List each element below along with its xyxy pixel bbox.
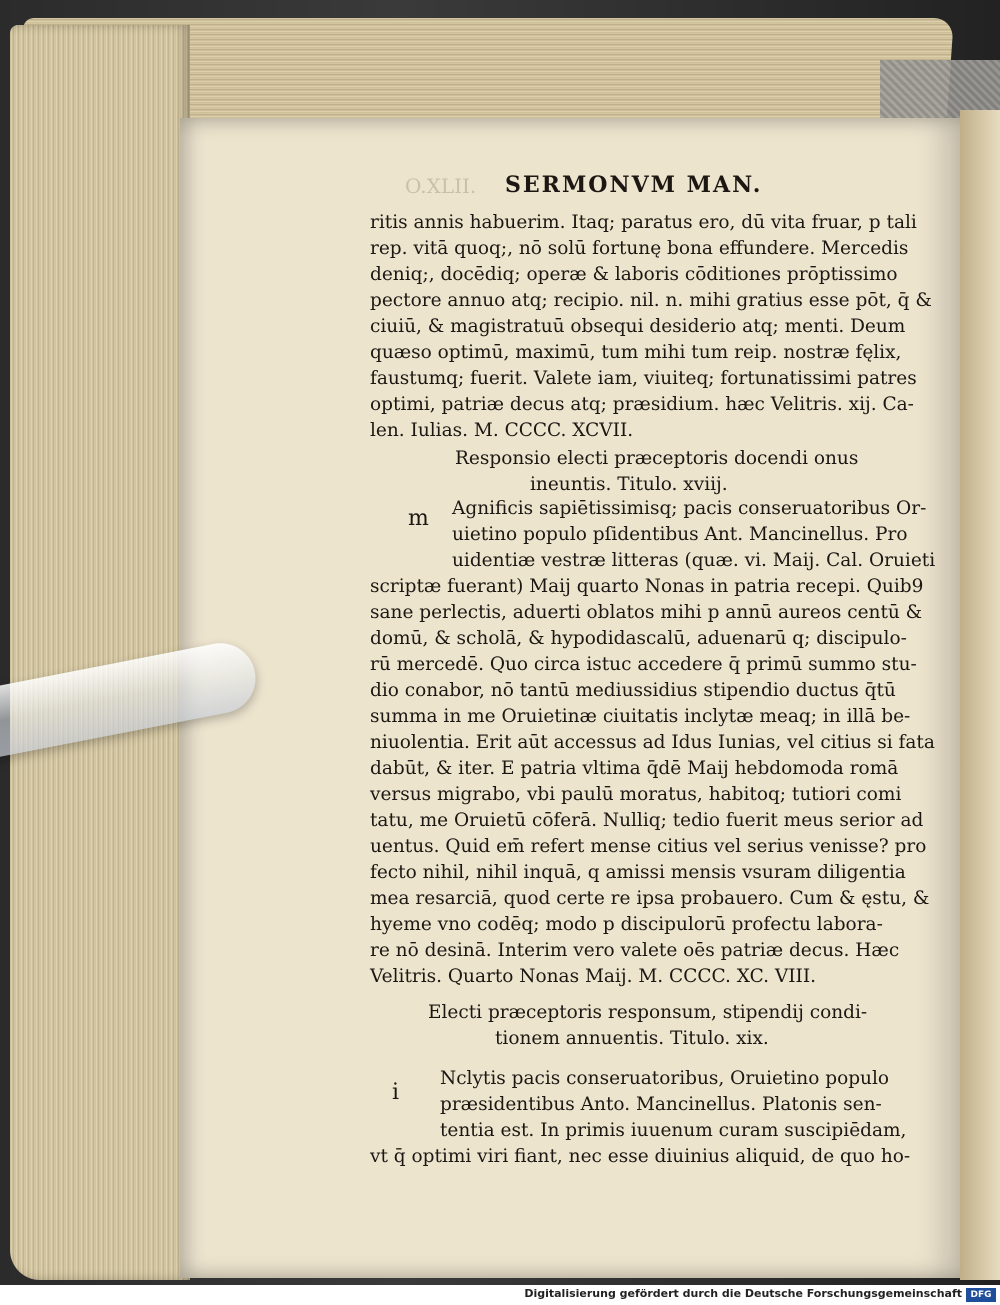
text-line: Agnificis sapiētissimisq; pacis conseruatoribus Or- [452,498,927,519]
text-line: Nclytis pacis conseruatoribus, Oruietino populo [440,1068,890,1089]
text-line: deniq;, docēdiq; operæ & laboris cōditiones prōptissimo [370,264,898,285]
text-line: Velitris. Quarto Nonas Maij. M. CCCC. XC. VIII. [370,966,817,987]
text-line: tentia est. In primis iuuenum curam suscipiēdam, [440,1120,907,1141]
text-line: re nō desinā. Interim vero valete oēs patriæ decus. Hæc [370,940,900,961]
funding-credit: Digitalisierung gefördert durch die Deutsche Forschungsgemeinschaft [524,1287,962,1300]
text-line: dio conabor, nō tantū mediussidius stipendio ductus q̄tū [370,680,896,701]
footer-bar [0,1285,1000,1305]
text-line: uidentiæ vestræ litteras (quæ. vi. Maij. Cal. Oruieti [452,550,936,571]
page-edges [10,25,190,1280]
text-line: sane perlectis, aduerti oblatos mihi p annū aureos centū & [370,602,923,623]
text-line: mea resarciā, quod certe re ipsa probauero. Cum & ęstu, & [370,888,930,909]
text-line: vt q̄ optimi viri fiant, nec esse diuinius aliquid, de quo ho- [370,1146,911,1167]
text-line: ritis annis habuerim. Itaq; paratus ero, dū vita fruar, p tali [370,212,917,233]
running-head-ghost: O.XLII. [405,174,477,198]
facing-page-edge [960,110,1000,1280]
text-line: dabūt, & iter. E patria vltima q̄dē Maij hebdomoda romā [370,758,899,779]
text-line: hyeme vno codēq; modo p discipulorū profectu labora- [370,914,883,935]
dfg-logo: DFG [966,1288,996,1302]
text-line: optimi, patriæ decus atq; præsidium. hæc Velitris. xij. Ca- [370,394,914,415]
text-line: tatu, me Oruietū cōferā. Nulliq; tedio fuerit meus serior ad [370,810,924,831]
text-line: quæso optimū, maximū, tum mihi tum reip. nostræ fęlix, [370,342,902,363]
text-line: niuolentia. Erit aūt accessus ad Idus Iunias, vel citius si fata [370,732,935,753]
text-line: domū, & scholā, & hypodidascalū, aduenarū q; discipulo- [370,628,907,649]
initial-letter: i [392,1080,400,1105]
text-line: len. Iulias. M. CCCC. XCVII. [370,420,634,441]
text-line: uietino populo pſidentibus Ant. Mancinellus. Pro [452,524,908,545]
section-heading: ineuntis. Titulo. xviij. [530,474,728,495]
text-line: versus migrabo, vbi paulū moratus, habitoq; tutiori comi [370,784,902,805]
text-line: præsidentibus Anto. Mancinellus. Platonis sen- [440,1094,882,1115]
text-line: uentus. Quid em̄ refert mense citius vel serius venisse? pro [370,836,927,857]
text-line: faustumq; fuerit. Valete iam, viuiteq; fortunatissimi patres [370,368,917,389]
section-heading: Responsio electi præceptoris docendi onus [455,448,859,469]
text-line: rū mercedē. Quo circa istuc accedere q̄ primū summo stu- [370,654,917,675]
text-line: pectore annuo atq; recipio. nil. n. mihi gratius esse pōt, q̄ & [370,290,932,311]
text-line: ciuiū, & magistratuū obsequi desiderio atq; menti. Deum [370,316,906,337]
section-heading: tionem annuentis. Titulo. xix. [495,1028,769,1049]
text-line: fecto nihil, nihil inquā, q amissi mensis vsuram diligentia [370,862,906,883]
section-heading: Electi præceptoris responsum, stipendij condi- [428,1002,868,1023]
text-line: rep. vitā quoq;, nō solū fortunę bona effundere. Mercedis [370,238,909,259]
text-line: summa in me Oruietinæ ciuitatis inclytæ meaq; in illā be- [370,706,911,727]
text-line: scriptæ fuerant) Maij quarto Nonas in patria recepi. Quib9 [370,576,924,597]
running-head: SERMONVM MAN. [505,172,763,198]
initial-letter: m [408,506,429,531]
